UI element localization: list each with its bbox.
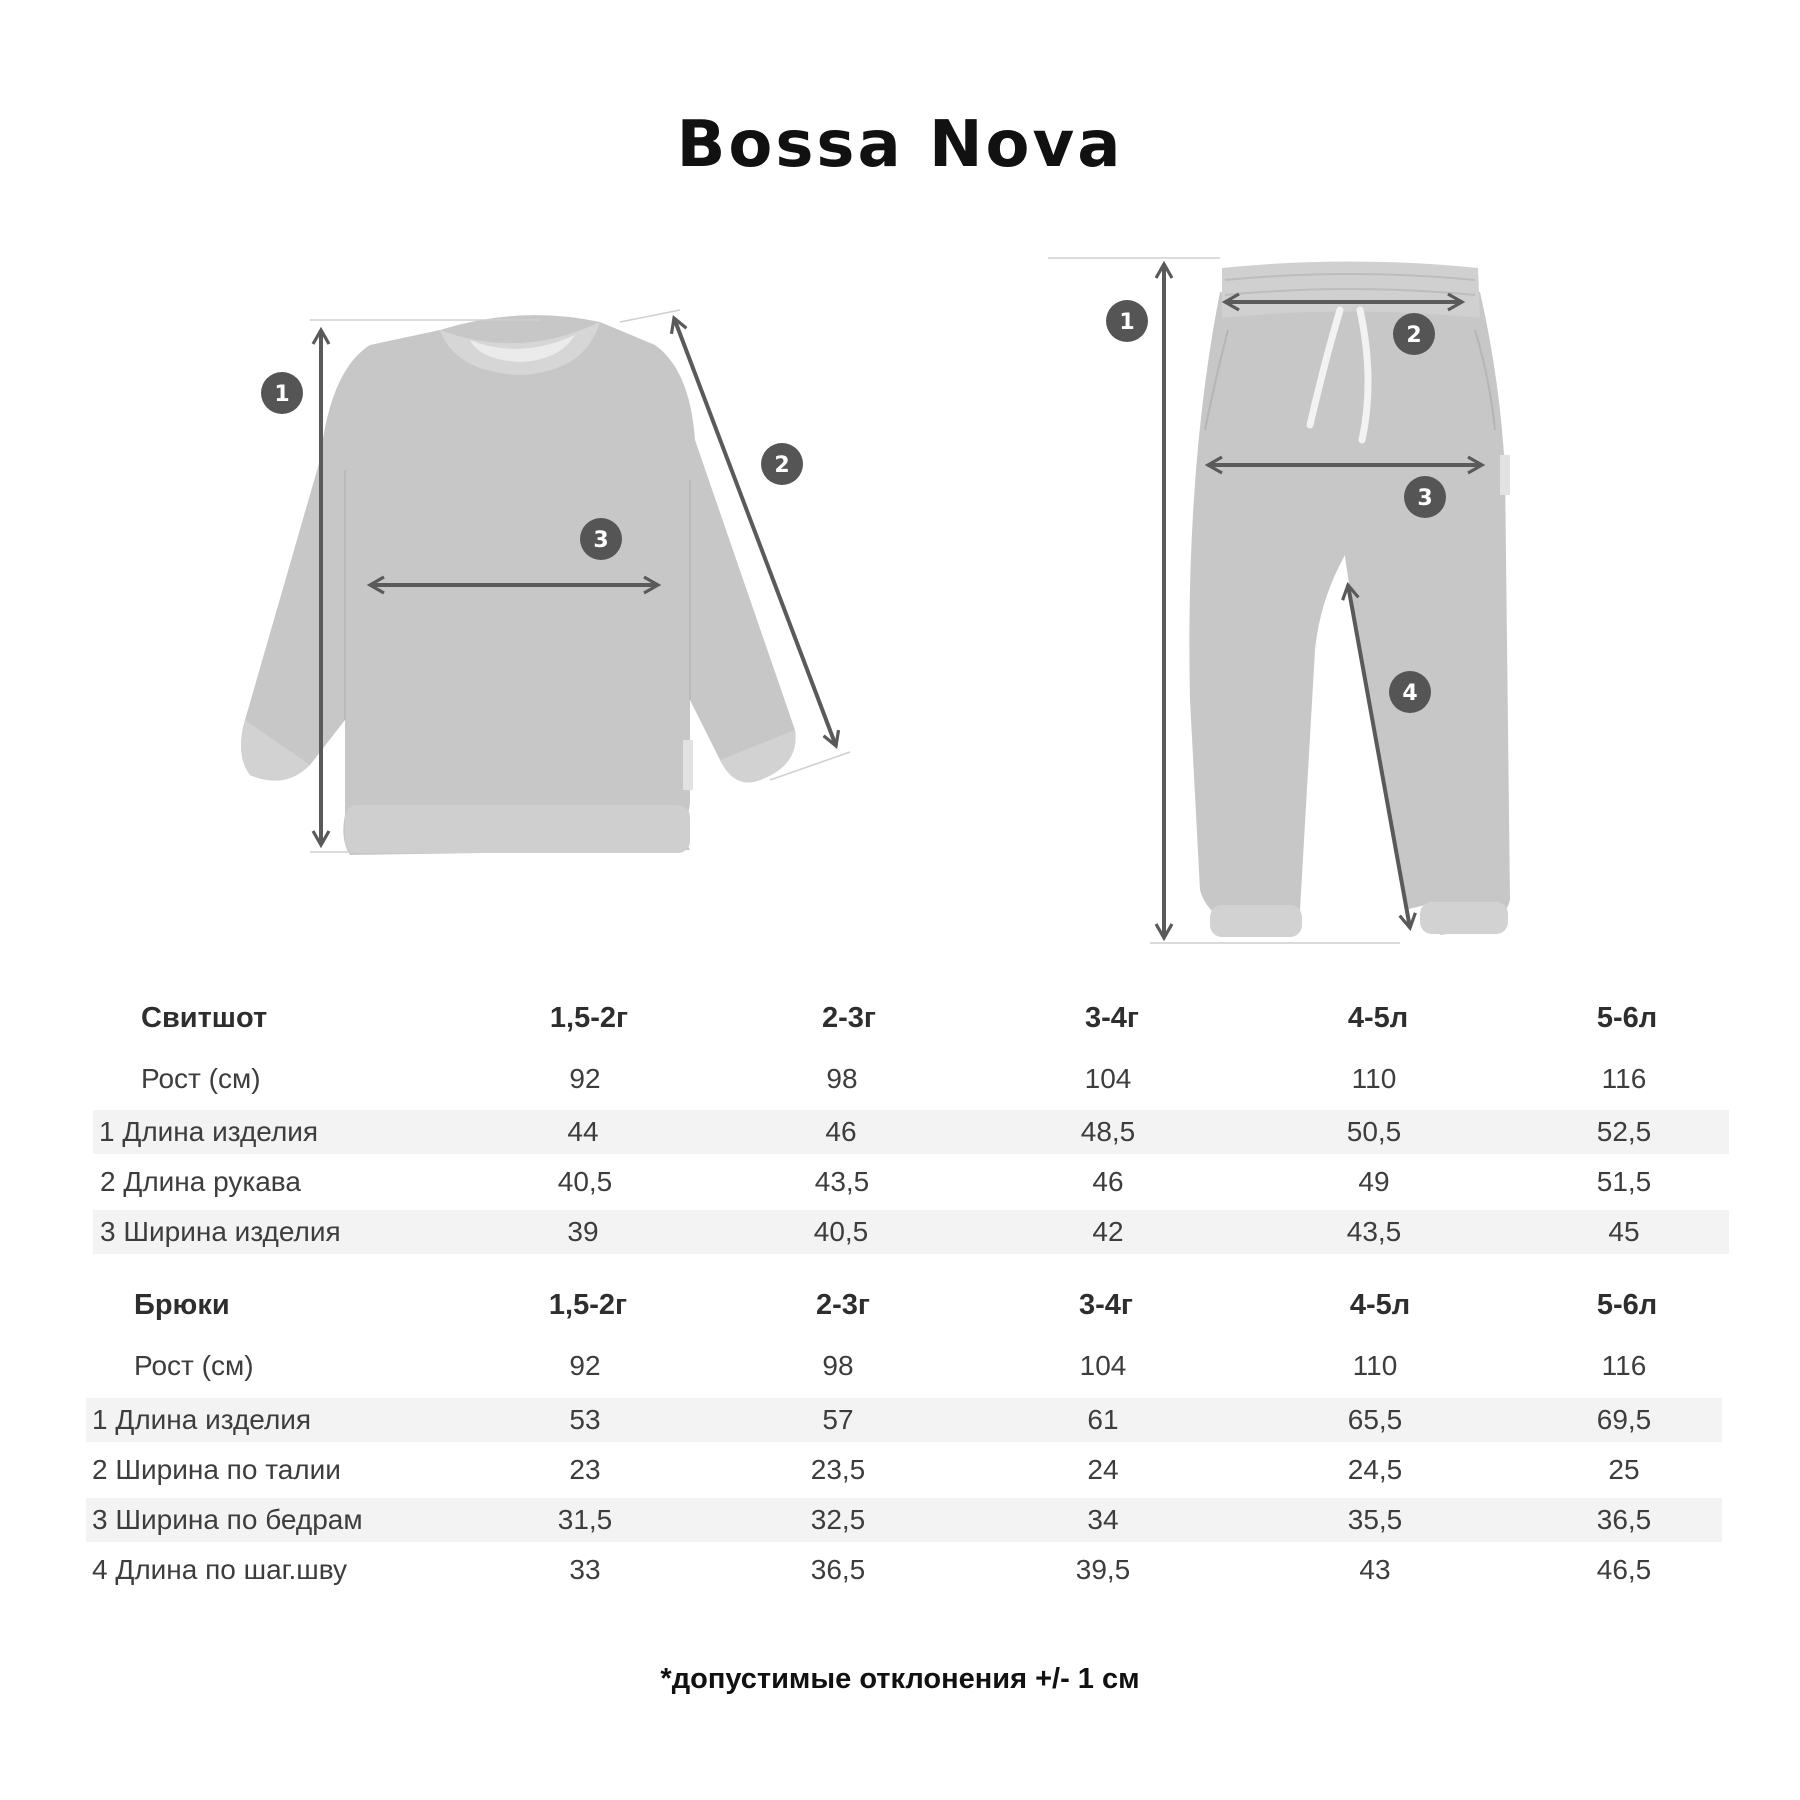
cell-value: 69,5: [1596, 1404, 1652, 1435]
cell-value: 110: [1351, 1063, 1397, 1094]
cell-value: 39: [567, 1216, 599, 1247]
row-label: 3 Ширина по бедрам: [92, 1504, 363, 1535]
cell-value: 104: [1084, 1063, 1132, 1094]
tolerance-footnote: *допустимые отклонения +/- 1 см: [660, 1663, 1140, 1695]
cell-value: 46: [825, 1116, 857, 1147]
table-row: [0, 1160, 1800, 1204]
svg-text:1: 1: [1119, 310, 1135, 335]
row-label: 1 Длина изделия: [92, 1404, 312, 1435]
table-header-row: [0, 996, 1800, 1040]
cell-value: 24,5: [1347, 1454, 1403, 1485]
marker-pants-1: [1106, 300, 1148, 342]
row-label: Рост (см): [141, 1063, 261, 1094]
marker-sweatshirt-3: [580, 518, 622, 560]
marker-pants-4: [1389, 671, 1431, 713]
table-row: [0, 1057, 1800, 1101]
row-label: Рост (см): [134, 1350, 254, 1381]
size-header: 4-5л: [1349, 1289, 1411, 1321]
cell-value: 40,5: [557, 1166, 613, 1197]
cell-value: 43,5: [1346, 1216, 1402, 1247]
cell-value: 24: [1087, 1454, 1119, 1485]
table-row: [0, 1548, 1800, 1592]
cell-value: 53: [569, 1404, 601, 1435]
cell-value: 57: [822, 1404, 854, 1435]
cell-value: 43: [1359, 1554, 1391, 1585]
table-row: [0, 1344, 1800, 1388]
cell-value: 25: [1608, 1454, 1640, 1485]
marker-sweatshirt-1: [261, 372, 303, 414]
cell-value: 52,5: [1596, 1116, 1652, 1147]
cell-value: 42: [1092, 1216, 1124, 1247]
cell-value: 116: [1601, 1063, 1647, 1094]
cell-value: 61: [1087, 1404, 1119, 1435]
size-header: 3-4г: [1085, 1002, 1139, 1034]
cell-value: 51,5: [1596, 1166, 1652, 1197]
svg-text:3: 3: [1417, 486, 1433, 511]
size-header: 5-6л: [1596, 1289, 1658, 1321]
cell-value: 40,5: [813, 1216, 869, 1247]
svg-text:2: 2: [774, 453, 790, 478]
cell-value: 98: [822, 1350, 854, 1381]
row-label: 4 Длина по шаг.шву: [92, 1554, 347, 1585]
table-row: [86, 1398, 1722, 1442]
table-row: [93, 1210, 1729, 1254]
cell-value: 35,5: [1347, 1504, 1403, 1535]
cell-value: 23,5: [810, 1454, 866, 1485]
cell-value: 34: [1087, 1504, 1119, 1535]
table-title: Свитшот: [141, 1002, 268, 1034]
cell-value: 104: [1079, 1350, 1127, 1381]
cell-value: 45: [1608, 1216, 1640, 1247]
cell-value: 92: [569, 1063, 601, 1094]
cell-value: 98: [826, 1063, 858, 1094]
marker-sweatshirt-2: [761, 443, 803, 485]
brand-title: Bossa Nova: [676, 108, 1124, 182]
cell-value: 46: [1092, 1166, 1124, 1197]
cell-value: 92: [569, 1350, 601, 1381]
cell-value: 31,5: [557, 1504, 613, 1535]
row-label: 2 Ширина по талии: [92, 1454, 341, 1485]
cell-value: 65,5: [1347, 1404, 1403, 1435]
table-header-row: [0, 1283, 1800, 1327]
svg-text:4: 4: [1402, 681, 1418, 706]
size-header: 2-3г: [822, 1002, 876, 1034]
svg-text:2: 2: [1406, 323, 1422, 348]
row-label: 3 Ширина изделия: [100, 1216, 341, 1247]
cell-value: 39,5: [1075, 1554, 1131, 1585]
size-header: 5-6л: [1596, 1002, 1658, 1034]
svg-text:3: 3: [593, 528, 609, 553]
size-header: 2-3г: [816, 1289, 870, 1321]
svg-text:1: 1: [274, 382, 290, 407]
cell-value: 46,5: [1596, 1554, 1652, 1585]
cell-value: 33: [569, 1554, 601, 1585]
cell-value: 43,5: [814, 1166, 870, 1197]
table-title: Брюки: [134, 1289, 230, 1321]
cell-value: 116: [1601, 1350, 1647, 1381]
cell-value: 23: [569, 1454, 601, 1485]
row-label: 1 Длина изделия: [99, 1116, 319, 1147]
cell-value: 36,5: [810, 1554, 866, 1585]
marker-pants-2: [1393, 313, 1435, 355]
cell-value: 44: [567, 1116, 599, 1147]
table-row: [93, 1110, 1729, 1154]
cell-value: 36,5: [1596, 1504, 1652, 1535]
size-header: 4-5л: [1347, 1002, 1409, 1034]
cell-value: 32,5: [810, 1504, 866, 1535]
size-header: 3-4г: [1079, 1289, 1133, 1321]
cell-value: 49: [1358, 1166, 1390, 1197]
size-header: 1,5-2г: [548, 1289, 628, 1321]
table-row: [86, 1498, 1722, 1542]
cell-value: 110: [1352, 1350, 1398, 1381]
cell-value: 48,5: [1080, 1116, 1136, 1147]
table-row: [0, 1448, 1800, 1492]
marker-pants-3: [1404, 476, 1446, 518]
size-header: 1,5-2г: [549, 1002, 629, 1034]
cell-value: 50,5: [1346, 1116, 1402, 1147]
row-label: 2 Длина рукава: [100, 1166, 301, 1197]
